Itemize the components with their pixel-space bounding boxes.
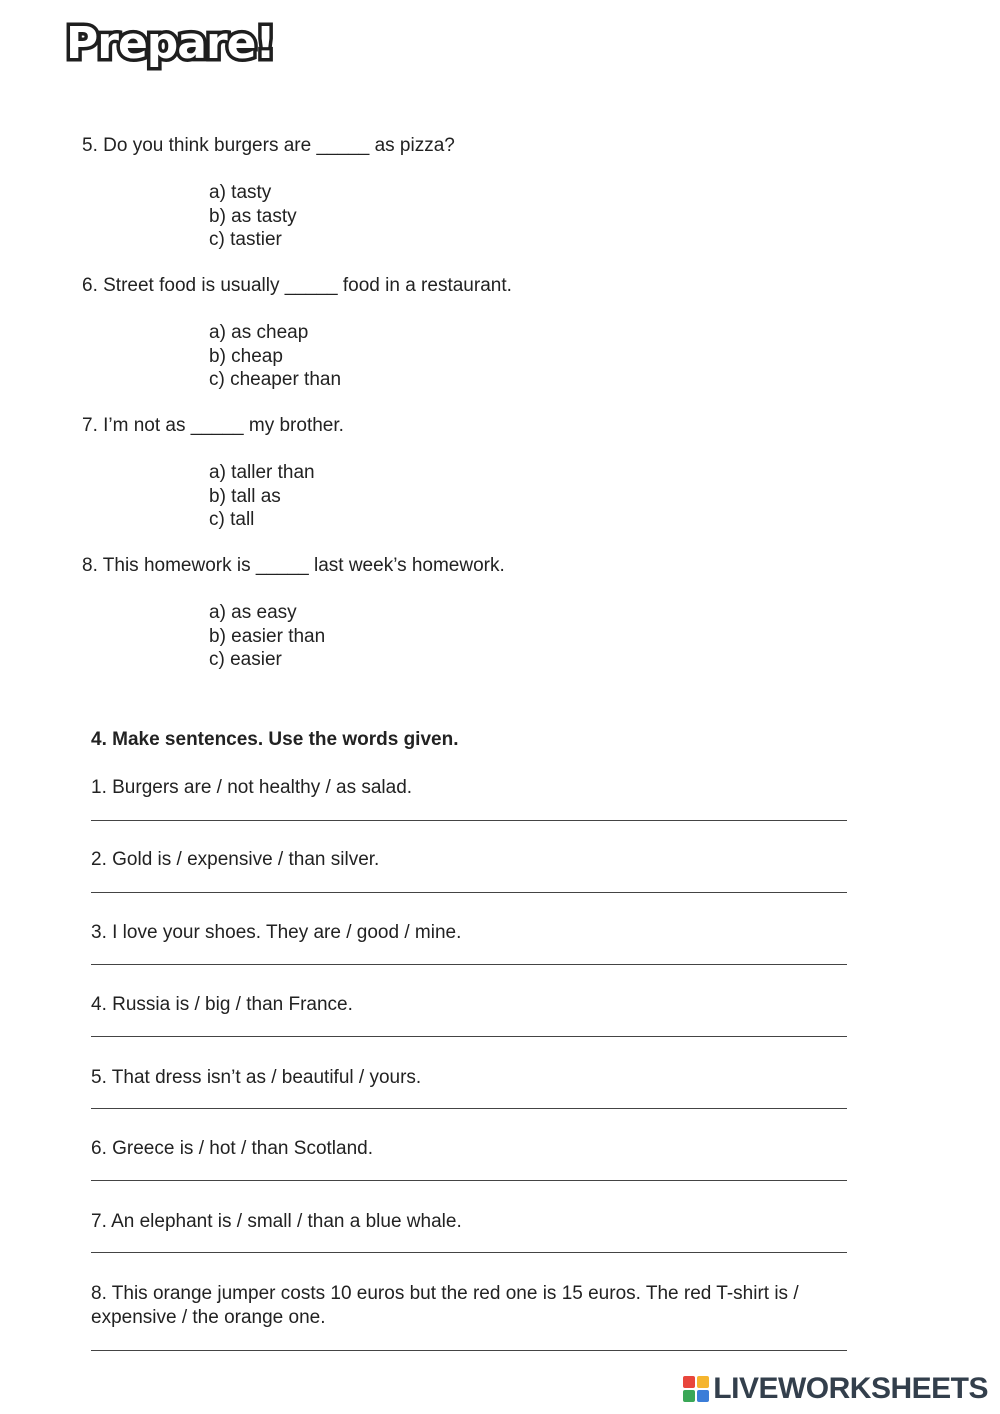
sentence-prompt: 2. Gold is / expensive / than silver. (91, 849, 380, 870)
logo-text: Prepare! (66, 18, 275, 69)
option[interactable]: a) taller than (209, 462, 315, 483)
option[interactable]: c) cheaper than (209, 369, 342, 390)
sentence-prompt: 3. I love your shoes. They are / good / mine. (91, 922, 462, 943)
answer-line[interactable] (91, 820, 847, 821)
answer-line[interactable] (91, 1108, 847, 1109)
logo-square (697, 1376, 709, 1388)
logo-square (683, 1390, 695, 1402)
question-6: 6. Street food is usually _____ food in a restaurant. (82, 275, 512, 296)
question-5-options (209, 181, 297, 252)
option[interactable]: c) tastier (209, 229, 282, 250)
sentence-prompt: 4. Russia is / big / than France. (91, 994, 353, 1015)
answer-line[interactable] (91, 892, 847, 893)
option[interactable]: c) tall (209, 509, 255, 530)
liveworksheets-logo-icon (683, 1376, 709, 1402)
prepare-logo (66, 18, 275, 69)
option[interactable]: b) easier than (209, 625, 326, 647)
answer-line[interactable] (91, 1036, 847, 1037)
section-title: 4. Make sentences. Use the words given. (91, 729, 459, 750)
answer-line[interactable] (91, 1252, 847, 1253)
logo-square (697, 1390, 709, 1402)
answer-line[interactable] (91, 1350, 847, 1351)
sentence-prompt: 7. An elephant is / small / than a blue whale. (91, 1211, 462, 1232)
question-5: 5. Do you think burgers are _____ as pizza? (82, 135, 455, 156)
option[interactable]: c) easier (209, 649, 282, 670)
sentence-prompt: 5. That dress isn’t as / beautiful / yours. (91, 1067, 422, 1088)
question-7: 7. I’m not as _____ my brother. (82, 415, 344, 436)
option[interactable]: a) as easy (209, 602, 297, 623)
question-8: 8. This homework is _____ last week’s homework. (82, 555, 505, 576)
question-7-options (209, 461, 315, 532)
brand-name: LIVEWORKSHEETS (713, 1372, 988, 1405)
answer-line[interactable] (91, 1180, 847, 1181)
answer-line[interactable] (91, 964, 847, 965)
option[interactable]: b) cheap (209, 345, 283, 367)
question-6-options (209, 321, 341, 392)
sentence-prompt: 8. This orange jumper costs 10 euros but the red one is 15 euros. The red T-shirt is / expensive / the orange one. (91, 1283, 799, 1328)
sentence-prompt: 1. Burgers are / not healthy / as salad. (91, 777, 413, 798)
option[interactable]: b) as tasty (209, 205, 297, 227)
sentence-prompt: 6. Greece is / hot / than Scotland. (91, 1138, 373, 1159)
question-8-options (209, 601, 325, 672)
option[interactable]: b) tall as (209, 485, 281, 507)
option[interactable]: a) tasty (209, 182, 272, 203)
liveworksheets-logo[interactable] (683, 1374, 988, 1404)
option[interactable]: a) as cheap (209, 322, 309, 343)
logo-square (683, 1376, 695, 1388)
